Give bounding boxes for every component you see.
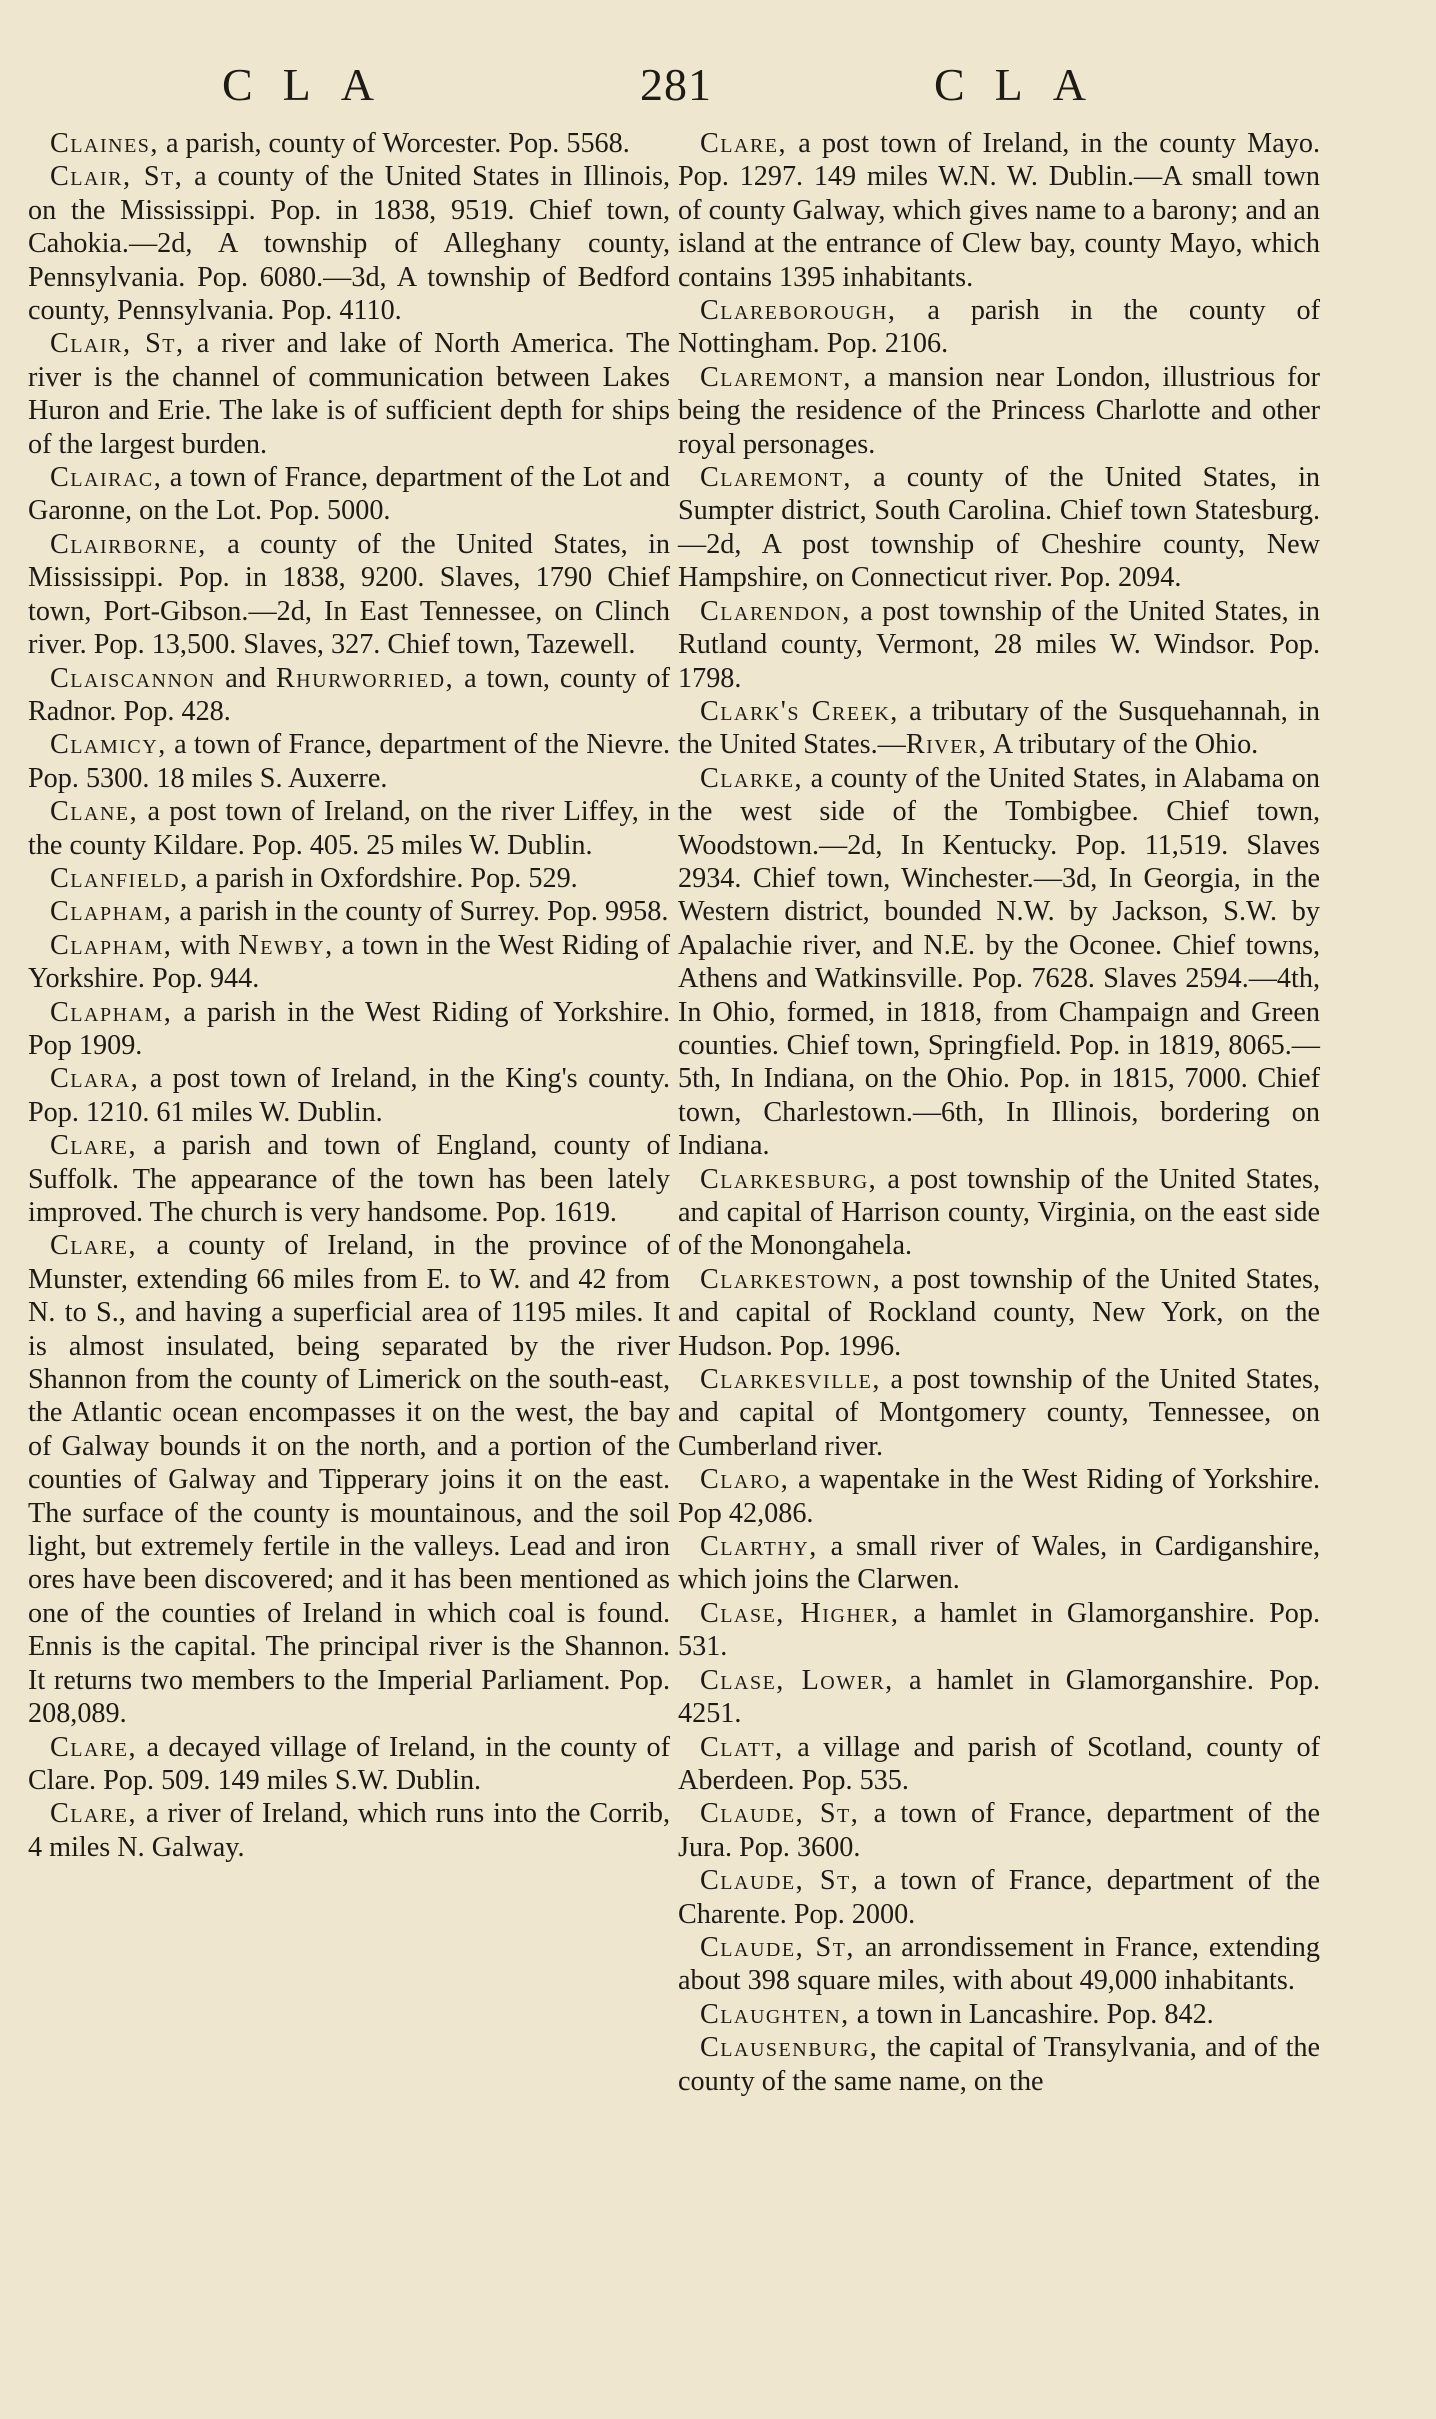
entry-text: a river and lake of North America. The river is the channel of communication between Lakes Huron and Erie. The lake is of sufficient depth for ships of the largest burden.: [28, 328, 670, 460]
entry-text: a post township of the United States, in Rutland county, Vermont, 28 miles W. Windsor. Pop. 1798.: [678, 595, 1320, 694]
entry-headword: Clare,: [50, 1130, 138, 1162]
entry-text: a wapentake in the West Riding of Yorkshire. Pop 42,086.: [678, 1464, 1320, 1529]
entry-text: a post township of the United States, and capital of Harrison county, Virginia, on the east side of the Monongahela.: [678, 1163, 1320, 1262]
entry-headword: Claughten,: [700, 1998, 850, 2030]
gazetteer-entry: [678, 1363, 1320, 1463]
gazetteer-entry: [28, 996, 670, 1063]
entry-text: a county of the United States, in Sumpter district, South Carolina. Chief town Statesburg.—2d, A post township of Cheshire county, New Hampshire, on Connecticut river. Pop. 2094.: [678, 462, 1320, 594]
entry-headword: Clarke,: [700, 762, 804, 794]
entry-text: a hamlet in Glamorganshire. Pop. 531.: [678, 1597, 1320, 1663]
entry-text: a post township of the United States, and capital of Montgomery county, Tennessee, on Cumberland river.: [678, 1364, 1320, 1462]
entry-headword: Clarkestown,: [700, 1263, 882, 1295]
right-column: [678, 127, 1320, 2098]
running-head-left: CLA: [222, 59, 404, 110]
gazetteer-entry: [678, 1731, 1320, 1798]
gazetteer-entry: [28, 1229, 670, 1730]
entry-headword: Clatt,: [700, 1731, 784, 1763]
gazetteer-entry: [28, 929, 670, 996]
entry-headword: Claines,: [50, 128, 159, 159]
entry-headword: Rhurworried,: [275, 662, 455, 694]
gazetteer-entry: [678, 595, 1320, 695]
entry-text: a post town of Ireland, in the county Mayo. Pop. 1297. 149 miles W.N. W. Dublin.—A small town of county Galway, which gives name to a barony; and an island at the entrance of Clew bay, county Mayo, which contains 1395 inhabitants.: [678, 128, 1320, 293]
entry-text: a town of France, department of the Lot and Garonne, on the Lot. Pop. 5000.: [28, 462, 670, 527]
entry-text: a county of the United States, in Mississippi. Pop. in 1838, 9200. Slaves, 1790 Chief town, Port-Gibson.—2d, In East Tennessee, on Clinch river. Pop. 13,500. Slaves, 327. Chief town, Tazewell.: [28, 528, 670, 661]
entry-text: A tributary of the Ohio.: [987, 729, 1259, 761]
entry-headword: Clapham,: [50, 929, 173, 961]
entry-text: an arrondissement in France, extending about 398 square miles, with about 49,000 inhabitants.: [678, 1931, 1320, 1997]
gazetteer-entry: [678, 1597, 1320, 1664]
gazetteer-entry: [678, 294, 1320, 361]
entry-text: a town of France, department of the Charente. Pop. 2000.: [678, 1865, 1320, 1930]
gazetteer-entry: [28, 795, 670, 862]
gazetteer-entry: [678, 127, 1320, 294]
entry-text: a river of Ireland, which runs into the Corrib, 4 miles N. Galway.: [28, 1798, 670, 1863]
entry-text: and: [215, 662, 276, 694]
entry-headword: Clapham,: [50, 996, 173, 1028]
gazetteer-entry: [678, 762, 1320, 1163]
gazetteer-entry: [678, 461, 1320, 595]
gazetteer-entry: [28, 327, 670, 461]
entry-text: a town, county of Radnor. Pop. 428.: [28, 662, 671, 727]
gazetteer-entry: [28, 728, 670, 795]
entry-text: a small river of Wales, in Cardiganshire, which joins the Clarwen.: [678, 1531, 1320, 1596]
entry-text: a village and parish of Scotland, county of Aberdeen. Pop. 535.: [678, 1731, 1320, 1796]
entry-headword: Clair, St,: [50, 161, 184, 193]
entry-headword: Clarthy,: [700, 1531, 818, 1563]
gazetteer-entry: [678, 361, 1320, 461]
entry-text: a county of the United States, in Alabama on the west side of the Tombigbee. Chief town, Woodstown.—2d, In Kentucky. Pop. 11,519. Slaves 2934. Chief town, Winchester.—3d, In Georgia, in the Western district, bounded N.W. by Jackson, S.W. by Apalachie river, and N.E. by the Oconee. Chief towns, Athens and Watkinsville. Pop. 7628. Slaves 2594.—4th, In Ohio, formed, in 1818, from Champaign and Green counties. Chief town, Springfield. Pop. in 1819, 8065.—5th, In Indiana, on the Ohio. Pop. in 1815, 7000. Chief town, Charlestown.—6th, In Illinois, bordering on Indiana.: [678, 762, 1320, 1162]
gazetteer-entry: [28, 1797, 670, 1864]
entry-headword: Claiscannon: [50, 662, 216, 694]
entry-text: a parish in the county of Nottingham. Pop. 2106.: [678, 295, 1320, 360]
entry-headword: Clapham,: [50, 896, 173, 928]
gazetteer-entry: [678, 1931, 1320, 1998]
entry-headword: Newby,: [238, 929, 334, 961]
gazetteer-entry: [28, 461, 670, 528]
gazetteer-entry: [678, 1864, 1320, 1931]
entry-text: a parish in the West Riding of Yorkshire. Pop 1909.: [28, 996, 670, 1061]
entry-headword: Clare,: [50, 1731, 138, 1763]
gazetteer-entry: [678, 1263, 1320, 1363]
gazetteer-entry: [28, 1129, 670, 1229]
entry-headword: Clark's Creek,: [700, 695, 899, 727]
entry-headword: Clase, Higher,: [700, 1597, 900, 1629]
entry-text: a parish in the county of Surrey. Pop. 9958.: [172, 896, 669, 928]
gazetteer-entry: [678, 1463, 1320, 1530]
entry-text: a county of the United States in Illinois, on the Mississippi. Pop. in 1838, 9519. Chief town, Cahokia.—2d, A township of Alleghany county, Pennsylvania. Pop. 6080.—3d, A township of Bedford county, Pennsylvania. Pop. 4110.: [28, 161, 670, 327]
entry-text: a town in Lancashire. Pop. 842.: [849, 1998, 1214, 2030]
gazetteer-entry: [28, 127, 670, 160]
running-head: [0, 58, 1436, 114]
gazetteer-entry: [28, 662, 670, 729]
entry-text: a town of France, department of the Nievre. Pop. 5300. 18 miles S. Auxerre.: [28, 729, 670, 794]
gazetteer-entry: [28, 160, 670, 327]
entry-text: a parish, county of Worcester. Pop. 5568.: [158, 128, 630, 159]
entry-text: a town in the West Riding of Yorkshire. Pop. 944.: [28, 929, 670, 995]
gazetteer-entry: [678, 1998, 1320, 2031]
left-column: [28, 127, 670, 1864]
entry-text: a county of Ireland, in the province of Munster, extending 66 miles from E. to W. and 42 from N. to S., and having a superficial area of 1195 miles. It is almost insulated, being separated by the river Shannon from the county of Limerick on the south-east, the Atlantic ocean encompasses it on the west, the bay of Galway bounds it on the north, and a portion of the counties of Galway and Tipperary joins it on the east. The surface of the county is mountainous, and the soil light, but extremely fertile in the valleys. Lead and iron ores have been discovered; and it has been mentioned as one of the counties of Ireland in which coal is found. Ennis is the capital. The principal river is the Shannon. It returns two members to the Imperial Parliament. Pop. 208,089.: [28, 1230, 670, 1730]
gazetteer-entry: [28, 528, 670, 662]
gazetteer-entry: [678, 1530, 1320, 1597]
gazetteer-entry: [678, 1664, 1320, 1731]
entry-headword: Clarkesburg,: [700, 1163, 878, 1195]
entry-headword: Claude, St,: [700, 1931, 855, 1963]
gazetteer-entry: [678, 1797, 1320, 1864]
entry-headword: Clairborne,: [50, 528, 207, 560]
gazetteer-entry: [28, 1731, 670, 1798]
entry-text: a post town of Ireland, in the King's county. Pop. 1210. 61 miles W. Dublin.: [28, 1063, 670, 1128]
entry-headword: Clane,: [50, 796, 139, 828]
entry-headword: Clairac,: [50, 462, 163, 494]
entry-text: a hamlet in Glamorganshire. Pop. 4251.: [678, 1664, 1320, 1730]
entry-headword: Clare,: [700, 128, 788, 159]
gazetteer-entry: [678, 695, 1320, 762]
gazetteer-entry: [678, 2031, 1320, 2098]
entry-headword: Clair, St,: [50, 328, 185, 360]
entry-headword: Claremont,: [700, 462, 852, 494]
entry-headword: River,: [905, 729, 988, 761]
running-head-right: CLA: [934, 59, 1116, 110]
page-number: 281: [640, 59, 712, 110]
entry-text: a post township of the United States, and capital of Rockland county, New York, on the Hudson. Pop. 1996.: [678, 1263, 1320, 1362]
entry-headword: Claude, St,: [700, 1798, 860, 1830]
entry-text: a post town of Ireland, on the river Liffey, in the county Kildare. Pop. 405. 25 miles W. Dublin.: [28, 796, 670, 861]
entry-headword: Clare,: [50, 1230, 138, 1262]
entry-headword: Clanfield,: [50, 862, 189, 894]
gazetteer-entry: [678, 1163, 1320, 1263]
entry-headword: Claremont,: [700, 361, 852, 393]
entry-headword: Clara,: [50, 1063, 140, 1095]
entry-text: a town of France, department of the Jura. Pop. 3600.: [678, 1798, 1320, 1863]
entry-headword: Clarendon,: [700, 595, 851, 627]
entry-text: with: [172, 929, 239, 961]
entry-text: a parish in Oxfordshire. Pop. 529.: [188, 862, 578, 894]
entry-headword: Clamicy,: [50, 729, 167, 761]
entry-headword: Clare,: [50, 1798, 138, 1830]
entry-text: a tributary of the Susquehannah, in the United States.—: [678, 695, 1320, 761]
entry-text: a decayed village of Ireland, in the county of Clare. Pop. 509. 149 miles S.W. Dublin.: [28, 1731, 670, 1796]
entry-text: a mansion near London, illustrious for being the residence of the Princess Charlotte and other royal personages.: [678, 361, 1320, 460]
gazetteer-entry: [28, 895, 670, 928]
gazetteer-entry: [28, 1062, 670, 1129]
entry-headword: Clareborough,: [700, 295, 897, 327]
entry-headword: Clase, Lower,: [700, 1664, 894, 1696]
entry-headword: Clausenburg,: [700, 2032, 879, 2064]
entry-headword: Clarkesville,: [700, 1364, 881, 1396]
entry-text: the capital of Transylvania, and of the county of the same name, on the: [678, 2032, 1320, 2097]
gazetteer-entry: [28, 862, 670, 895]
entry-headword: Claro,: [700, 1464, 790, 1496]
entry-headword: Claude, St,: [700, 1865, 860, 1897]
entry-text: a parish and town of England, county of Suffolk. The appearance of the town has been lately improved. The church is very handsome. Pop. 1619.: [28, 1130, 670, 1228]
